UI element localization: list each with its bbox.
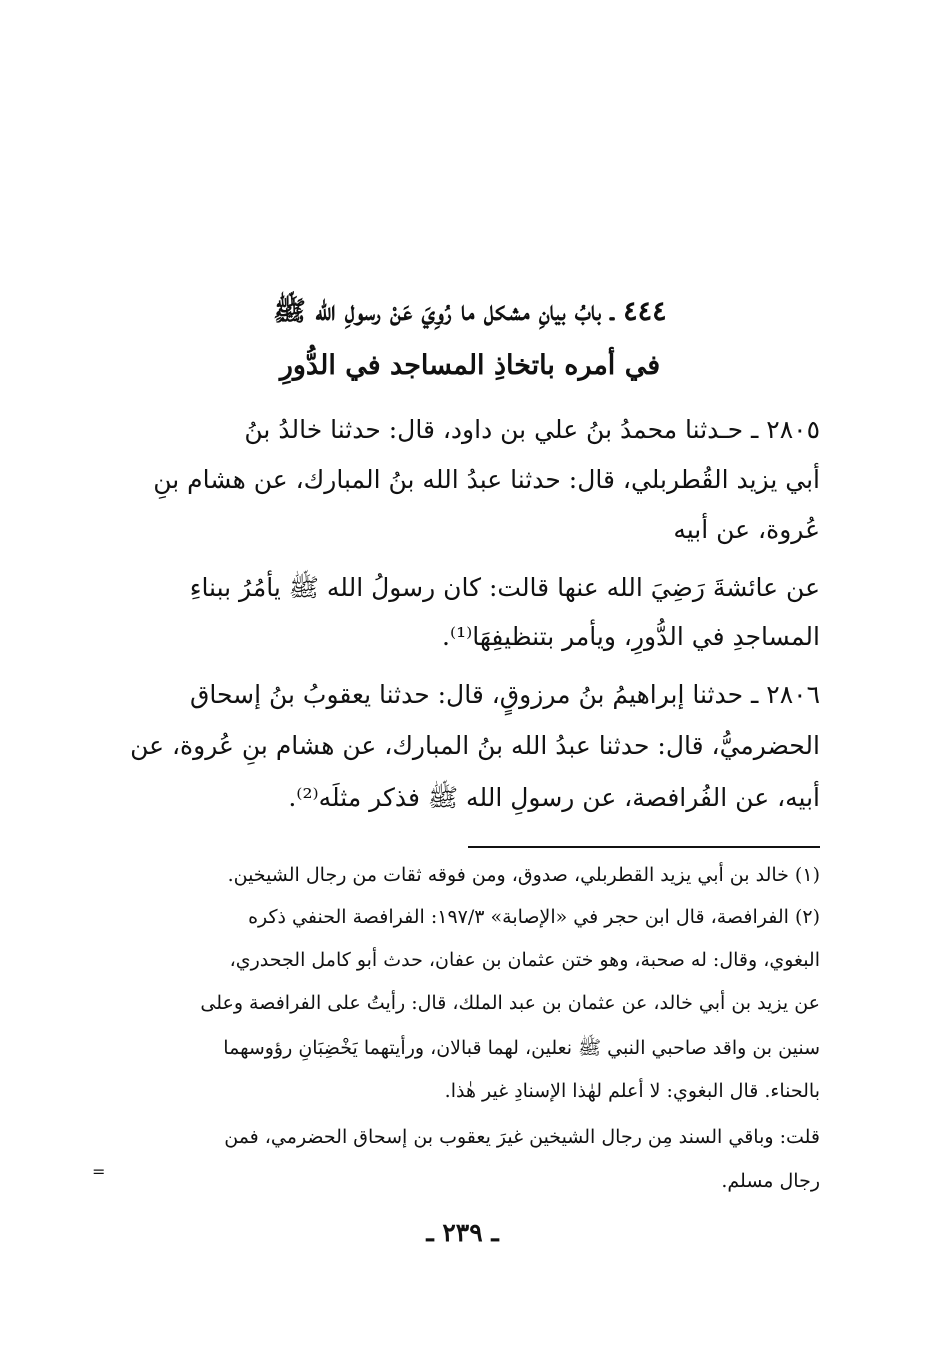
footnote-1: (١) خالد بن أبي يزيد القطربلي، صدوق، ومن فوقه ثقات من رجال الشيخين. — [227, 864, 820, 886]
hadith-2806-line-3: أبيه، عن الفُرافصة، عن رسولِ الله ﷺ فذكر مثلَه⁽²⁾. — [288, 783, 820, 812]
hadith-2806-line-1: ٢٨٠٦ ـ حدثنا إبراهيمُ بنُ مرزوقٍ، قال: حدثنا يعقوبُ بنُ إسحاق — [189, 680, 820, 709]
footnote-note-line-2: رجال مسلم. — [721, 1170, 820, 1192]
hadith-2805-isnad-line-1: ٢٨٠٥ ـ حـدثنا محمدُ بنُ علي بن داود، قال: حدثنا خالدُ بنُ — [244, 415, 820, 444]
footnote-2-line-4: سنين بن واقد صاحبي النبي ﷺ نعلين، لهما قبالان، ورأيتهما يَخْضِبَانِ رؤوسهما — [223, 1037, 820, 1059]
footnote-separator — [468, 846, 820, 848]
footnote-2-line-5: بالحناء. قال البغوي: لا أعلم لهٰذا الإسنادِ غير هٰذا. — [444, 1080, 820, 1102]
chapter-title-line-2: في أمره باتخاذِ المساجد في الدُّورِ — [279, 350, 661, 381]
footnote-2-line-3: عن يزيد بن أبي خالد، عن عثمان بن عبد الملك، قال: رأيتُ على الفرافصة وعلى — [200, 992, 820, 1014]
hadith-2805-matn-line-1: عن عائشةَ رَضِيَ الله عنها قالت: كان رسولُ الله ﷺ يأمُرُ ببناءِ — [189, 573, 820, 602]
continuation-mark: = — [92, 1162, 106, 1181]
footnote-2-line-2: البغوي، وقال: له صحبة، وهو ختن عثمان بن عفان، حدث أبو كامل الجحدري، — [229, 949, 820, 971]
page-number: ـ ٢٣٩ ـ — [426, 1218, 499, 1247]
footnote-2-line-1: (٢) الفرافصة، قال ابن حجر في «الإصابة» ١٩٧/٣: الفرافصة الحنفي ذكره — [248, 906, 820, 928]
hadith-2806-line-2: الحضرميُّ، قال: حدثنا عبدُ الله بنُ المبارك، عن هشام بنِ عُروة، عن — [130, 731, 820, 760]
hadith-2805-matn-line-2: المساجدِ في الدُّورِ، ويأمر بتنظيفِهَا⁽¹⁾. — [442, 622, 820, 651]
footnote-note-line-1: قلت: وباقي السند مِن رجال الشيخين غيرَ يعقوب بن إسحاق الحضرمي، فمن — [224, 1126, 820, 1148]
hadith-2805-isnad-line-2: أبي يزيد القُطربلي، قال: حدثنا عبدُ الله بنُ المبارك، عن هشام بنِ — [153, 465, 820, 494]
chapter-title-line-1: ٤٤٤ ـ بابُ بيانِ مشكل ما رُوِيَ عَنْ رسولِ الله ﷺ — [273, 296, 667, 327]
hadith-2805-isnad-line-3: عُروة، عن أبيه — [673, 515, 820, 544]
